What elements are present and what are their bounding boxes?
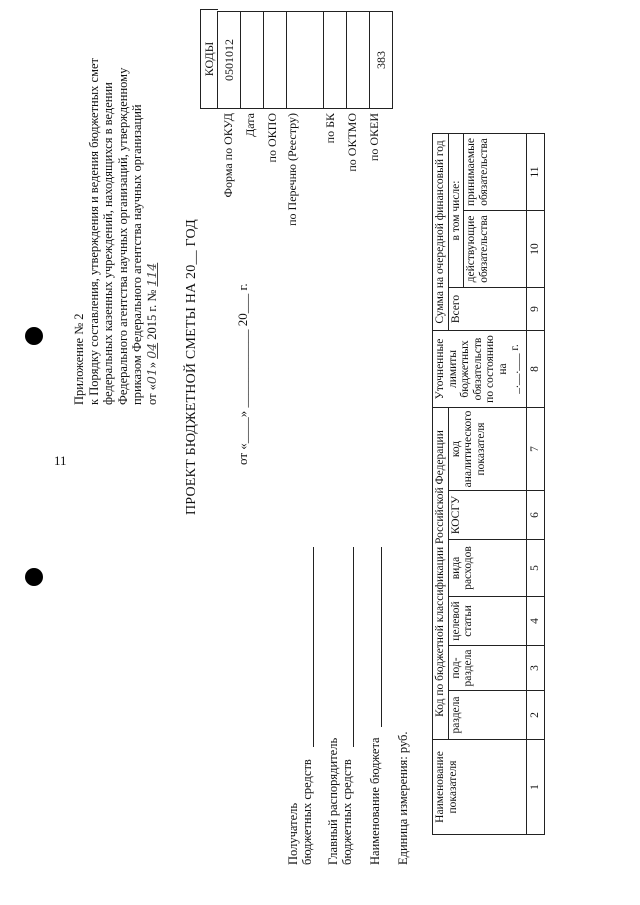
code-value [287, 11, 324, 109]
th-vid: вида расходов [448, 540, 527, 597]
col-number: 11 [527, 134, 545, 211]
col-number: 1 [527, 740, 545, 835]
col-number: 8 [527, 331, 545, 408]
budget-name-field [381, 547, 382, 727]
document-title: ПРОЕКТ БЮДЖЕТНОЙ СМЕТЫ НА 20__ ГОД [184, 219, 199, 515]
code-label: по ОКТМО [345, 113, 359, 172]
code-value: 0501012 [217, 11, 241, 109]
th-accepted: принимаемые обязательства [464, 134, 527, 211]
th-analytic: код аналитического показателя [448, 408, 527, 491]
col-number: 10 [527, 211, 545, 288]
col-number: 5 [527, 540, 545, 597]
budget-name-label: Наименование бюджета [368, 737, 382, 865]
th-total: Всего [448, 288, 527, 331]
code-label: по ОКПО [265, 113, 279, 163]
col-number: 2 [527, 691, 545, 740]
column-numbers-row [527, 134, 545, 835]
col-number: 4 [527, 597, 545, 646]
appendix-line: Приложение № 2 [72, 313, 86, 405]
th-current: действующие обязательства [464, 211, 527, 288]
handwritten-month: 04 [143, 342, 159, 359]
code-value: 383 [370, 11, 393, 109]
code-label: по ОКЕИ [367, 113, 381, 162]
recipient-label-2: бюджетных средств [300, 759, 314, 865]
codes-labels [217, 113, 385, 345]
col-number: 6 [527, 491, 545, 540]
appendix-header [72, 5, 159, 405]
th-podrazdel: под-раздела [448, 646, 527, 691]
code-value [241, 11, 264, 109]
th-incl: в том числе: [448, 134, 464, 288]
budget-table [432, 133, 545, 835]
th-razdel: раздела [448, 691, 527, 740]
th-target: целевой статьи [448, 597, 527, 646]
manager-label-1: Главный распорядитель [326, 737, 340, 865]
col-number: 3 [527, 646, 545, 691]
code-value [324, 11, 347, 109]
col-number: 9 [527, 288, 545, 331]
code-value [264, 11, 287, 109]
recipient-field [313, 547, 314, 747]
appendix-date-line: от «01» 04 2015 г. № 114 [143, 262, 159, 405]
appendix-line: приказом Федерального агентства научных организаций [130, 104, 144, 405]
th-kosgu: КОСГУ [448, 491, 527, 540]
code-label: по БК [323, 113, 337, 144]
col-number: 7 [527, 408, 545, 491]
document-date-line: от «____» ____________ 20___ г. [235, 283, 250, 465]
th-limits: Уточненные лимиты бюджетных обязательств по состоянию на _.__.___ г. [433, 331, 527, 408]
code-label: Форма по ОКУД [221, 113, 235, 198]
manager-label-2: бюджетных средств [340, 759, 354, 865]
th-sum-group: Сумма на очередной финансовый год [433, 134, 449, 331]
appendix-line: Федерального агентства научных организаций, утвержденному [115, 67, 130, 405]
th-code-group: Код по бюджетной классификации Российской Федерации [433, 408, 449, 740]
codes-header: КОДЫ [200, 9, 218, 109]
unit-label: Единица измерения: руб. [396, 731, 410, 865]
appendix-line: к Порядку составления, утверждения и ведения бюджетных смет [86, 58, 101, 405]
manager-field [353, 547, 354, 747]
code-label: по Перечню (Реестру) [285, 113, 299, 226]
code-value [347, 11, 370, 109]
th-name: Наименование показателя [433, 740, 527, 835]
handwritten-number: 114 [143, 262, 159, 287]
recipient-label-1: Получатель [286, 802, 300, 865]
codes-column [217, 11, 393, 109]
code-label: Дата [243, 113, 257, 137]
appendix-line: федеральных казенных учреждений, находящихся в ведении [101, 82, 115, 405]
handwritten-day: 01 [143, 368, 159, 385]
page-number: 11 [54, 453, 67, 468]
